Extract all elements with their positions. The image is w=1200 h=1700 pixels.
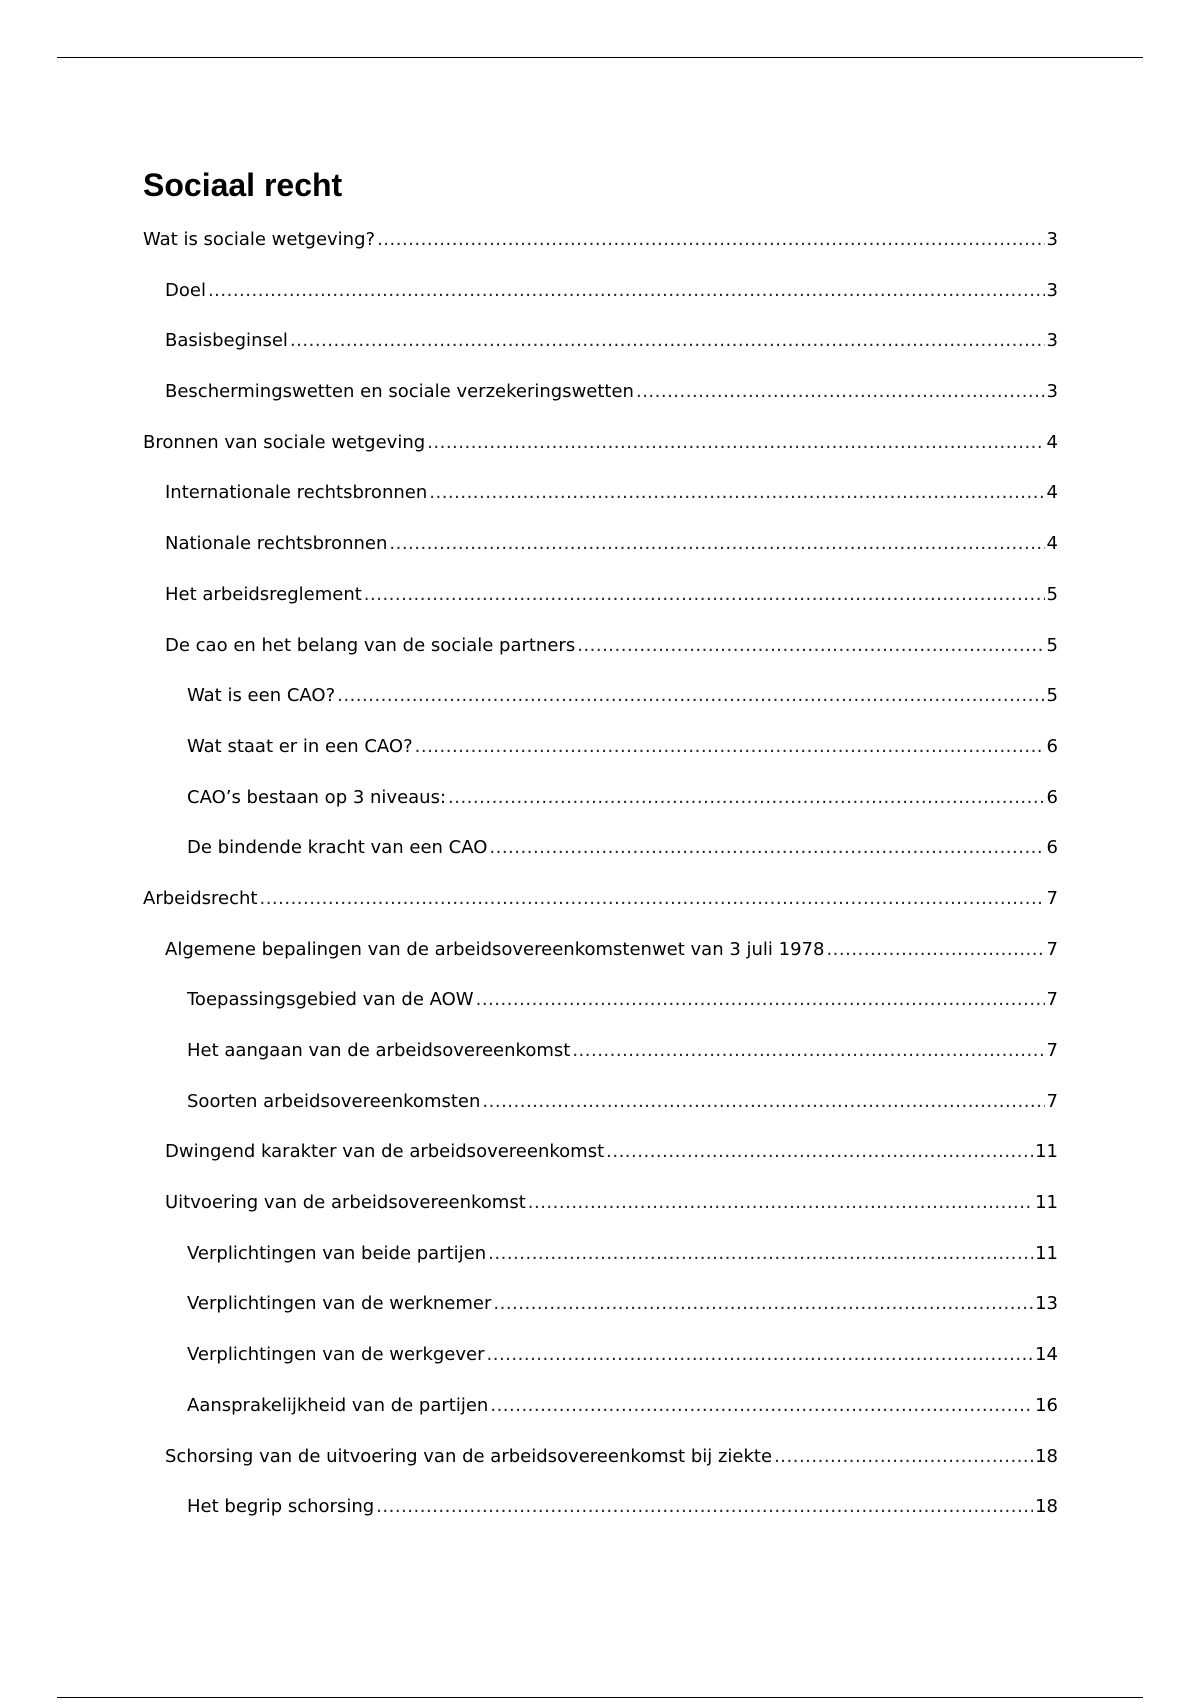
toc-entry-label: Wat staat er in een CAO? [187,735,413,757]
toc-entry-label: Schorsing van de uitvoering van de arbeidsovereenkomst bij ziekte [165,1445,773,1467]
toc-entry-page-number: 7 [1046,1090,1058,1112]
toc-entry[interactable] [143,1039,1058,1090]
toc-dot-leader [577,634,1044,658]
toc-entry[interactable] [143,938,1058,989]
toc-dot-leader [415,735,1045,759]
toc-entry-page-number: 5 [1046,583,1058,605]
toc-dot-leader [389,532,1044,556]
toc-entry-page-number: 4 [1046,533,1058,555]
toc-entry[interactable] [143,1292,1058,1343]
toc-dot-leader [487,1343,1034,1367]
toc-dot-leader [572,1039,1044,1063]
toc-entry[interactable] [143,431,1058,482]
toc-entry-label: De bindende kracht van een CAO [187,837,488,859]
toc-entry-page-number: 5 [1046,634,1058,656]
toc-entry-page-number: 3 [1046,229,1058,250]
toc-entry-label: Het arbeidsreglement [165,583,362,605]
document-title: Sociaal recht [143,167,343,203]
toc-entry-label: Verplichtingen van beide partijen [187,1242,487,1264]
toc-entry-label: Verplichtingen van de werknemer [187,1293,492,1315]
toc-entry-label: Algemene bepalingen van de arbeidsovereenkomstenwet van 3 juli 1978 [165,938,825,960]
toc-dot-leader [476,988,1045,1012]
toc-entry-label: Nationale rechtsbronnen [165,533,388,555]
toc-entry-label: Verplichtingen van de werkgever [187,1344,485,1366]
toc-dot-leader [290,329,1045,353]
toc-entry-page-number: 14 [1035,1344,1058,1366]
toc-entry-label: Toepassingsgebied van de AOW [187,989,474,1011]
toc-entry[interactable] [143,1394,1058,1445]
toc-entry-page-number: 16 [1035,1394,1058,1416]
document-body [143,160,1058,1546]
toc-entry-page-number: 7 [1046,1040,1058,1061]
toc-entry-label: Aansprakelijkheid van de partijen [187,1394,489,1416]
toc-dot-leader [774,1445,1033,1469]
table-of-contents [143,228,1058,1546]
toc-entry[interactable] [143,887,1058,938]
toc-dot-leader [528,1191,1033,1215]
toc-entry-page-number: 18 [1035,1445,1058,1467]
toc-dot-leader [606,1140,1033,1164]
toc-entry-label: Doel [165,279,206,301]
toc-entry-page-number: 7 [1046,938,1058,960]
toc-entry[interactable] [143,481,1058,532]
toc-dot-leader [490,1394,1033,1418]
toc-entry-label: Basisbeginsel [165,330,288,352]
toc-entry[interactable] [143,1191,1058,1242]
toc-dot-leader [429,481,1044,505]
toc-entry-page-number: 11 [1035,1242,1058,1264]
toc-dot-leader [488,1242,1033,1266]
toc-dot-leader [364,583,1045,607]
toc-entry-label: Uitvoering van de arbeidsovereenkomst [165,1192,526,1214]
toc-entry-page-number: 11 [1035,1141,1058,1163]
toc-entry-label: CAO’s bestaan op 3 niveaus: [187,786,447,808]
toc-entry[interactable] [143,1445,1058,1496]
toc-dot-leader [826,938,1044,962]
toc-entry-label: De cao en het belang van de sociale partners [165,634,576,656]
toc-entry-page-number: 4 [1046,431,1058,453]
toc-dot-leader [376,1495,1033,1519]
toc-dot-leader [448,786,1045,810]
toc-entry-label: Beschermingswetten en sociale verzekeringswetten [165,381,634,403]
toc-entry[interactable] [143,836,1058,887]
toc-dot-leader [482,1090,1044,1114]
toc-entry-page-number: 4 [1046,482,1058,504]
toc-entry[interactable] [143,532,1058,583]
toc-entry[interactable] [143,1343,1058,1394]
toc-entry[interactable] [143,684,1058,735]
toc-entry[interactable] [143,1140,1058,1191]
toc-entry-label: Soorten arbeidsovereenkomsten [187,1090,481,1112]
toc-dot-leader [208,279,1045,303]
toc-entry-page-number: 3 [1046,381,1058,403]
toc-entry[interactable] [143,988,1058,1039]
toc-entry[interactable] [143,634,1058,685]
toc-entry-label: Dwingend karakter van de arbeidsovereenkomst [165,1141,605,1163]
toc-entry-page-number: 7 [1046,887,1058,909]
toc-dot-leader [636,380,1045,404]
toc-dot-leader [427,431,1044,455]
toc-entry-page-number: 6 [1046,735,1058,757]
toc-entry[interactable] [143,735,1058,786]
toc-dot-leader [337,684,1044,708]
toc-entry-label: Wat is een CAO? [187,685,336,707]
toc-entry-page-number: 18 [1035,1496,1058,1518]
toc-entry[interactable] [143,380,1058,431]
toc-entry-label: Wat is sociale wetgeving? [143,229,376,250]
toc-dot-leader [377,228,1044,252]
toc-dot-leader [489,836,1044,860]
toc-entry-label: Internationale rechtsbronnen [165,482,428,504]
toc-entry-page-number: 13 [1035,1293,1058,1315]
toc-entry[interactable] [143,583,1058,634]
toc-entry-page-number: 5 [1046,685,1058,707]
header-rule [57,57,1143,58]
toc-entry-label: Het begrip schorsing [187,1496,375,1518]
toc-entry-label: Arbeidsrecht [143,887,258,909]
footer-rule [57,1697,1143,1698]
toc-dot-leader [493,1292,1033,1316]
toc-entry-page-number: 11 [1035,1192,1058,1214]
toc-entry-page-number: 3 [1046,330,1058,352]
toc-entry-label: Het aangaan van de arbeidsovereenkomst [187,1040,571,1061]
toc-entry-page-number: 6 [1046,786,1058,808]
toc-entry-label: Bronnen van sociale wetgeving [143,431,426,453]
toc-entry[interactable] [143,228,1058,279]
toc-entry-page-number: 3 [1046,279,1058,301]
toc-dot-leader [259,887,1044,911]
toc-entry[interactable] [143,786,1058,837]
toc-entry-page-number: 6 [1046,837,1058,859]
toc-entry-page-number: 7 [1046,989,1058,1011]
toc-entry[interactable] [143,329,1058,380]
toc-entry[interactable] [143,279,1058,330]
toc-entry[interactable] [143,1242,1058,1293]
toc-entry[interactable] [143,1090,1058,1141]
toc-entry[interactable] [143,1495,1058,1546]
